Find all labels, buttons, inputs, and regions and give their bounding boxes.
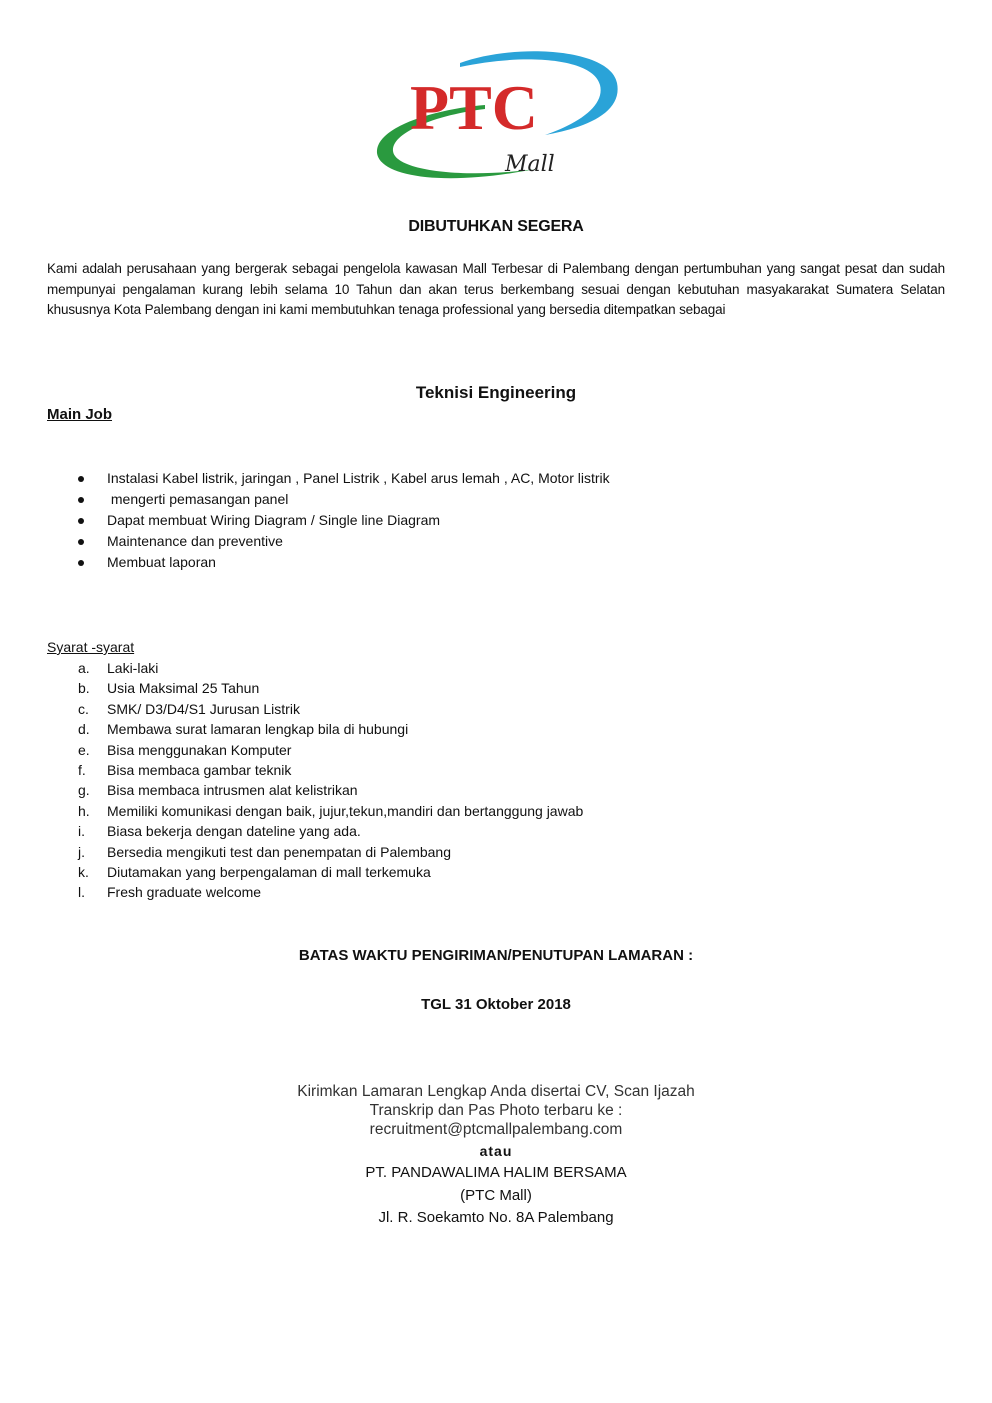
list-item: b. Usia Maksimal 25 Tahun (78, 680, 260, 697)
list-item: Dapat membuat Wiring Diagram / Single line Diagram (47, 510, 610, 531)
list-item: d. Membawa surat lamaran lengkap bila di hubungi (78, 721, 409, 738)
list-item: k. Diutamakan yang berpengalaman di mall terkemuka (78, 863, 431, 880)
company-block (0, 1162, 992, 1230)
ptc-mall-logo (365, 45, 625, 195)
main-job-heading: Main Job (47, 406, 113, 423)
deadline-date: TGL 31 Oktober 2018 (421, 996, 571, 1013)
contact-instructions (0, 1082, 992, 1139)
intro-paragraph: Kami adalah perusahaan yang bergerak sebagai pengelola kawasan Mall Terbesar di Palembang dengan pertumbuhan yang sangat pesat dan sudah mempunyai pengalaman kurang lebih selama 10 Tahun dan akan terus berkembang sesuai dengan kebutuhan masyakarakat Sumatera Selatan khususnya Kota Palembang dengan ini kami membutuhkan tenaga professional yang bersedia ditempatkan sebagai (47, 261, 945, 318)
bullet-icon (78, 476, 84, 482)
list-item: mengerti pemasangan panel (47, 489, 610, 510)
list-item: c. SMK/ D3/D4/S1 Jurusan Listrik (78, 700, 300, 717)
bullet-icon (78, 539, 84, 545)
list-item: g. Bisa membaca intrusmen alat kelistrikan (78, 782, 358, 799)
list-item: i. Biasa bekerja dengan dateline yang ada. (78, 823, 361, 840)
or-label: atau (479, 1143, 513, 1159)
list-item: h. Memiliki komunikasi dengan baik, jujur,tekun,mandiri dan bertanggung jawab (78, 802, 584, 819)
list-item: f. Bisa membaca gambar teknik (78, 761, 292, 778)
list-item: Membuat laporan (47, 552, 610, 573)
company-brand: (PTC Mall) (460, 1186, 532, 1204)
company-address: Jl. R. Soekamto No. 8A Palembang (378, 1209, 614, 1226)
list-item: e. Bisa menggunakan Komputer (78, 741, 292, 758)
contact-email[interactable]: recruitment@ptcmallpalembang.com (369, 1121, 623, 1138)
list-item: j. Bersedia mengikuti test dan penempatan di Palembang (78, 843, 451, 860)
list-item: a. Laki-laki (78, 660, 159, 676)
deadline-label: BATAS WAKTU PENGIRIMAN/PENUTUPAN LAMARAN : (298, 947, 694, 964)
contact-line-1: Kirimkan Lamaran Lengkap Anda disertai CV, Scan Ijazah (297, 1083, 695, 1100)
bullet-icon (78, 518, 84, 524)
bullet-icon (78, 560, 84, 566)
logo-letters: PTC (410, 72, 538, 143)
bullet-icon (78, 497, 84, 503)
page-title: DIBUTUHKAN SEGERA (408, 218, 584, 235)
contact-line-2: Transkrip dan Pas Photo terbaru ke : (369, 1102, 623, 1119)
main-job-list (47, 468, 610, 573)
logo-script: Mall (505, 152, 555, 177)
logo-graphic (365, 45, 625, 195)
list-item: Instalasi Kabel listrik, jaringan , Panel Listrik , Kabel arus lemah , AC, Motor listrik (47, 468, 610, 489)
list-item: l. Fresh graduate welcome (78, 884, 262, 901)
list-item: Maintenance dan preventive (47, 531, 610, 552)
requirements-list (47, 658, 583, 903)
position-title: Teknisi Engineering (415, 383, 577, 402)
requirements-heading: Syarat -syarat (47, 639, 135, 655)
company-name: PT. PANDAWALIMA HALIM BERSAMA (365, 1164, 627, 1181)
